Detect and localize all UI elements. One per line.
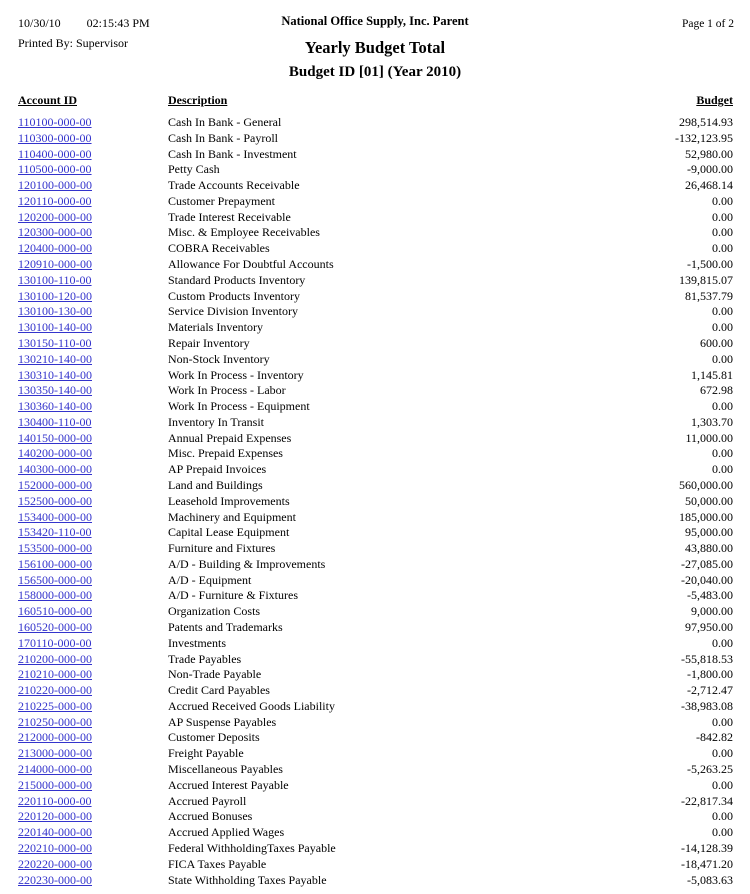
account-id-link[interactable]: 120110-000-00 bbox=[18, 193, 92, 208]
table-row bbox=[18, 478, 733, 494]
account-id-link[interactable]: 110400-000-00 bbox=[18, 146, 92, 161]
account-id-link[interactable]: 110300-000-00 bbox=[18, 130, 92, 145]
account-id-link[interactable]: 156500-000-00 bbox=[18, 572, 92, 587]
account-id-link[interactable]: 213000-000-00 bbox=[18, 746, 92, 761]
budget-cell: -27,085.00 bbox=[681, 556, 733, 571]
description-cell: Federal WithholdingTaxes Payable bbox=[168, 840, 336, 855]
budget-cell: -38,983.08 bbox=[681, 698, 733, 713]
account-id-link[interactable]: 110100-000-00 bbox=[18, 115, 92, 129]
account-id-link[interactable]: 130360-140-00 bbox=[18, 399, 92, 414]
budget-cell: 672.98 bbox=[700, 383, 733, 398]
table-row bbox=[18, 162, 733, 178]
budget-cell: 52,980.00 bbox=[685, 146, 733, 161]
table-row bbox=[18, 525, 733, 541]
description-cell: Machinery and Equipment bbox=[168, 509, 296, 524]
budget-cell: 1,303.70 bbox=[691, 414, 733, 429]
description-cell: FICA Taxes Payable bbox=[168, 856, 267, 871]
printed-by: Printed By: Supervisor bbox=[18, 36, 128, 50]
table-row bbox=[18, 841, 733, 857]
table-row bbox=[18, 210, 733, 226]
description-cell: A/D - Building & Improvements bbox=[168, 556, 326, 571]
account-id-link[interactable]: 160520-000-00 bbox=[18, 620, 92, 634]
account-id-link[interactable]: 140300-000-00 bbox=[18, 462, 92, 477]
account-id-link[interactable]: 158000-000-00 bbox=[18, 588, 92, 603]
table-row bbox=[18, 225, 733, 241]
description-cell: Trade Interest Receivable bbox=[168, 209, 291, 224]
description-cell: Accrued Bonuses bbox=[168, 809, 253, 824]
account-id-link[interactable]: 220140-000-00 bbox=[18, 825, 92, 840]
description-cell: State Withholding Taxes Payable bbox=[168, 872, 327, 887]
description-cell: COBRA Receivables bbox=[168, 241, 270, 256]
description-cell: Trade Accounts Receivable bbox=[168, 178, 300, 193]
budget-cell: -5,083.63 bbox=[687, 872, 733, 887]
account-id-link[interactable]: 210220-000-00 bbox=[18, 683, 92, 698]
budget-cell: 0.00 bbox=[712, 446, 733, 461]
description-cell: Materials Inventory bbox=[168, 320, 263, 335]
account-id-link[interactable]: 130100-110-00 bbox=[18, 272, 92, 287]
account-id-link[interactable]: 130310-140-00 bbox=[18, 367, 92, 382]
budget-cell: 1,145.81 bbox=[691, 367, 733, 382]
budget-cell: 0.00 bbox=[712, 777, 733, 792]
description-cell: AP Prepaid Invoices bbox=[168, 462, 267, 477]
budget-cell: -20,040.00 bbox=[681, 572, 733, 587]
table-row bbox=[18, 399, 733, 415]
description-cell: Work In Process - Equipment bbox=[168, 399, 310, 414]
table-row bbox=[18, 178, 733, 194]
description-cell: Work In Process - Labor bbox=[168, 383, 286, 398]
print-time: 02:15:43 PM bbox=[86, 16, 150, 30]
table-row bbox=[18, 257, 733, 273]
table-row bbox=[18, 652, 733, 668]
description-cell: Inventory In Transit bbox=[168, 414, 264, 429]
budget-cell: 139,815.07 bbox=[679, 272, 733, 287]
account-id-link[interactable]: 152500-000-00 bbox=[18, 493, 92, 508]
print-date: 10/30/10 bbox=[18, 16, 61, 30]
table-row bbox=[18, 730, 733, 746]
budget-cell: 0.00 bbox=[712, 635, 733, 650]
description-cell: Land and Buildings bbox=[168, 477, 263, 492]
account-id-link[interactable]: 120910-000-00 bbox=[18, 257, 92, 272]
account-id-link[interactable]: 140150-000-00 bbox=[18, 430, 92, 445]
account-id-link[interactable]: 153420-110-00 bbox=[18, 525, 92, 540]
description-cell: Customer Prepayment bbox=[168, 193, 275, 208]
report-title: Yearly Budget Total bbox=[304, 38, 446, 57]
table-row bbox=[18, 510, 733, 526]
table-row bbox=[18, 699, 733, 715]
budget-cell: 0.00 bbox=[712, 209, 733, 224]
budget-cell: -55,818.53 bbox=[681, 651, 733, 666]
description-cell: Capital Lease Equipment bbox=[168, 525, 290, 540]
budget-cell: 43,880.00 bbox=[685, 541, 733, 556]
table-row bbox=[18, 573, 733, 589]
table-row bbox=[18, 794, 733, 810]
description-cell: Leasehold Improvements bbox=[168, 493, 290, 508]
description-cell: Allowance For Doubtful Accounts bbox=[168, 257, 334, 272]
budget-cell: 298,514.93 bbox=[679, 115, 733, 129]
description-cell: Miscellaneous Payables bbox=[168, 762, 283, 777]
account-id-link[interactable]: 220220-000-00 bbox=[18, 856, 92, 871]
account-id-link[interactable]: 210225-000-00 bbox=[18, 698, 92, 713]
budget-table bbox=[18, 93, 733, 888]
description-cell: Work In Process - Inventory bbox=[168, 367, 304, 382]
company-name: National Office Supply, Inc. Parent bbox=[281, 14, 469, 28]
budget-cell: 185,000.00 bbox=[679, 509, 733, 524]
account-id-link[interactable]: 220120-000-00 bbox=[18, 809, 92, 824]
budget-cell: -9,000.00 bbox=[687, 162, 733, 177]
table-row bbox=[18, 147, 733, 163]
description-cell: Furniture and Fixtures bbox=[168, 541, 276, 556]
budget-cell: 0.00 bbox=[712, 304, 733, 319]
account-id-link[interactable]: 120200-000-00 bbox=[18, 209, 92, 224]
table-row bbox=[18, 304, 733, 320]
description-cell: Investments bbox=[168, 635, 226, 650]
budget-cell: 0.00 bbox=[712, 399, 733, 414]
account-id-link[interactable]: 130210-140-00 bbox=[18, 351, 92, 366]
table-row bbox=[18, 746, 733, 762]
table-row bbox=[18, 762, 733, 778]
table-row bbox=[18, 289, 733, 305]
account-id-link[interactable]: 212000-000-00 bbox=[18, 730, 92, 745]
budget-cell: -132,123.95 bbox=[675, 130, 733, 145]
account-id-link[interactable]: 130350-140-00 bbox=[18, 383, 92, 398]
account-id-link[interactable]: 210250-000-00 bbox=[18, 714, 92, 729]
table-row bbox=[18, 604, 733, 620]
account-id-link[interactable]: 210200-000-00 bbox=[18, 651, 92, 666]
budget-cell: -5,263.25 bbox=[687, 762, 733, 777]
account-id-link[interactable]: 130400-110-00 bbox=[18, 414, 92, 429]
description-cell: Customer Deposits bbox=[168, 730, 260, 745]
col-header-budget: Budget bbox=[696, 93, 733, 107]
description-cell: Accrued Payroll bbox=[168, 793, 247, 808]
account-id-link[interactable]: 153500-000-00 bbox=[18, 541, 92, 556]
account-id-link[interactable]: 120100-000-00 bbox=[18, 178, 92, 193]
description-cell: Annual Prepaid Expenses bbox=[168, 430, 292, 445]
table-row bbox=[18, 368, 733, 384]
budget-cell: 0.00 bbox=[712, 746, 733, 761]
table-header-row bbox=[18, 93, 733, 115]
account-id-link[interactable]: 220210-000-00 bbox=[18, 840, 92, 855]
budget-cell: -22,817.34 bbox=[681, 793, 733, 808]
description-cell: A/D - Equipment bbox=[168, 572, 252, 587]
budget-cell: 0.00 bbox=[712, 225, 733, 240]
account-id-link[interactable]: 130100-140-00 bbox=[18, 320, 92, 335]
account-id-link[interactable]: 153400-000-00 bbox=[18, 509, 92, 524]
account-id-link[interactable]: 220110-000-00 bbox=[18, 793, 92, 808]
account-id-link[interactable]: 210210-000-00 bbox=[18, 667, 92, 682]
table-row bbox=[18, 446, 733, 462]
description-cell: Service Division Inventory bbox=[168, 304, 298, 319]
table-row bbox=[18, 715, 733, 731]
description-cell: Repair Inventory bbox=[168, 335, 250, 350]
budget-cell: -1,500.00 bbox=[687, 257, 733, 272]
budget-cell: -14,128.39 bbox=[681, 840, 733, 855]
table-row bbox=[18, 873, 733, 889]
budget-cell: 0.00 bbox=[712, 241, 733, 256]
budget-cell: 0.00 bbox=[712, 825, 733, 840]
account-id-link[interactable]: 110500-000-00 bbox=[18, 162, 92, 177]
table-row bbox=[18, 462, 733, 478]
col-header-account-id: Account ID bbox=[18, 93, 77, 107]
account-id-link[interactable]: 214000-000-00 bbox=[18, 762, 92, 777]
table-row bbox=[18, 809, 733, 825]
budget-cell: 97,950.00 bbox=[685, 620, 733, 634]
description-cell: Accrued Received Goods Liability bbox=[168, 698, 335, 713]
table-row bbox=[18, 778, 733, 794]
account-id-link[interactable]: 156100-000-00 bbox=[18, 556, 92, 571]
budget-cell: -842.82 bbox=[696, 730, 733, 745]
description-cell: Accrued Applied Wages bbox=[168, 825, 285, 840]
page-number: Page 1 of 2 bbox=[681, 18, 734, 30]
budget-cell: 26,468.14 bbox=[685, 178, 733, 193]
table-row bbox=[18, 273, 733, 289]
description-cell: Petty Cash bbox=[168, 162, 220, 177]
table-row bbox=[18, 241, 733, 257]
budget-cell: 0.00 bbox=[712, 351, 733, 366]
table-row bbox=[18, 194, 733, 210]
account-id-link[interactable]: 220230-000-00 bbox=[18, 872, 92, 887]
description-cell: Accrued Interest Payable bbox=[168, 777, 289, 792]
budget-cell: 81,537.79 bbox=[685, 288, 733, 303]
description-cell: Non-Stock Inventory bbox=[168, 351, 270, 366]
description-cell: Freight Payable bbox=[168, 746, 244, 761]
description-cell: Misc. Prepaid Expenses bbox=[168, 446, 283, 461]
table-row bbox=[18, 683, 733, 699]
account-id-link[interactable]: 120300-000-00 bbox=[18, 225, 92, 240]
account-id-link[interactable]: 140200-000-00 bbox=[18, 446, 92, 461]
table-row bbox=[18, 415, 733, 431]
budget-cell: -5,483.00 bbox=[687, 588, 733, 603]
table-row bbox=[18, 383, 733, 399]
account-id-link[interactable]: 130100-120-00 bbox=[18, 288, 92, 303]
table-row bbox=[18, 431, 733, 447]
budget-cell: 0.00 bbox=[712, 809, 733, 824]
table-row bbox=[18, 620, 733, 636]
account-id-link[interactable]: 215000-000-00 bbox=[18, 777, 92, 792]
table-row bbox=[18, 588, 733, 604]
description-cell: Patents and Trademarks bbox=[168, 620, 283, 634]
report-header bbox=[0, 13, 750, 82]
description-cell: Non-Trade Payable bbox=[168, 667, 262, 682]
budget-cell: 11,000.00 bbox=[685, 430, 733, 445]
description-cell: Custom Products Inventory bbox=[168, 288, 300, 303]
col-header-description: Description bbox=[168, 93, 228, 107]
budget-cell: 95,000.00 bbox=[685, 525, 733, 540]
table-row bbox=[18, 320, 733, 336]
report-subtitle: Budget ID [01] (Year 2010) bbox=[288, 64, 462, 80]
description-cell: Cash In Bank - Payroll bbox=[168, 130, 278, 145]
account-id-link[interactable]: 152000-000-00 bbox=[18, 477, 92, 492]
table-row bbox=[18, 557, 733, 573]
budget-cell: 9,000.00 bbox=[691, 604, 733, 619]
table-row bbox=[18, 825, 733, 841]
table-row bbox=[18, 541, 733, 557]
description-cell: AP Suspense Payables bbox=[168, 714, 277, 729]
table-row bbox=[18, 494, 733, 510]
budget-cell: 0.00 bbox=[712, 193, 733, 208]
budget-cell: 0.00 bbox=[712, 714, 733, 729]
description-cell: Credit Card Payables bbox=[168, 683, 270, 698]
budget-cell: 50,000.00 bbox=[685, 493, 733, 508]
description-cell: A/D - Furniture & Fixtures bbox=[168, 588, 298, 603]
description-cell: Cash In Bank - General bbox=[168, 115, 282, 129]
description-cell: Trade Payables bbox=[168, 651, 242, 666]
account-id-link[interactable]: 170110-000-00 bbox=[18, 635, 92, 650]
table-row bbox=[18, 857, 733, 873]
table-row bbox=[18, 131, 733, 147]
account-id-link[interactable]: 130100-130-00 bbox=[18, 304, 92, 319]
description-cell: Cash In Bank - Investment bbox=[168, 146, 297, 161]
table-row bbox=[18, 352, 733, 368]
description-cell: Organization Costs bbox=[168, 604, 261, 619]
budget-cell: 0.00 bbox=[712, 462, 733, 477]
budget-cell: 0.00 bbox=[712, 320, 733, 335]
account-id-link[interactable]: 160510-000-00 bbox=[18, 604, 92, 619]
table-row bbox=[18, 667, 733, 683]
budget-cell: -1,800.00 bbox=[687, 667, 733, 682]
account-id-link[interactable]: 130150-110-00 bbox=[18, 335, 92, 350]
budget-cell: -18,471.20 bbox=[681, 856, 733, 871]
table-row bbox=[18, 336, 733, 352]
table-row bbox=[18, 636, 733, 652]
table-row bbox=[18, 115, 733, 131]
budget-cell: 560,000.00 bbox=[679, 477, 733, 492]
budget-cell: 600.00 bbox=[700, 335, 733, 350]
budget-table-body bbox=[18, 115, 733, 888]
description-cell: Misc. & Employee Receivables bbox=[168, 225, 320, 240]
budget-cell: -2,712.47 bbox=[687, 683, 733, 698]
account-id-link[interactable]: 120400-000-00 bbox=[18, 241, 92, 256]
description-cell: Standard Products Inventory bbox=[168, 272, 306, 287]
